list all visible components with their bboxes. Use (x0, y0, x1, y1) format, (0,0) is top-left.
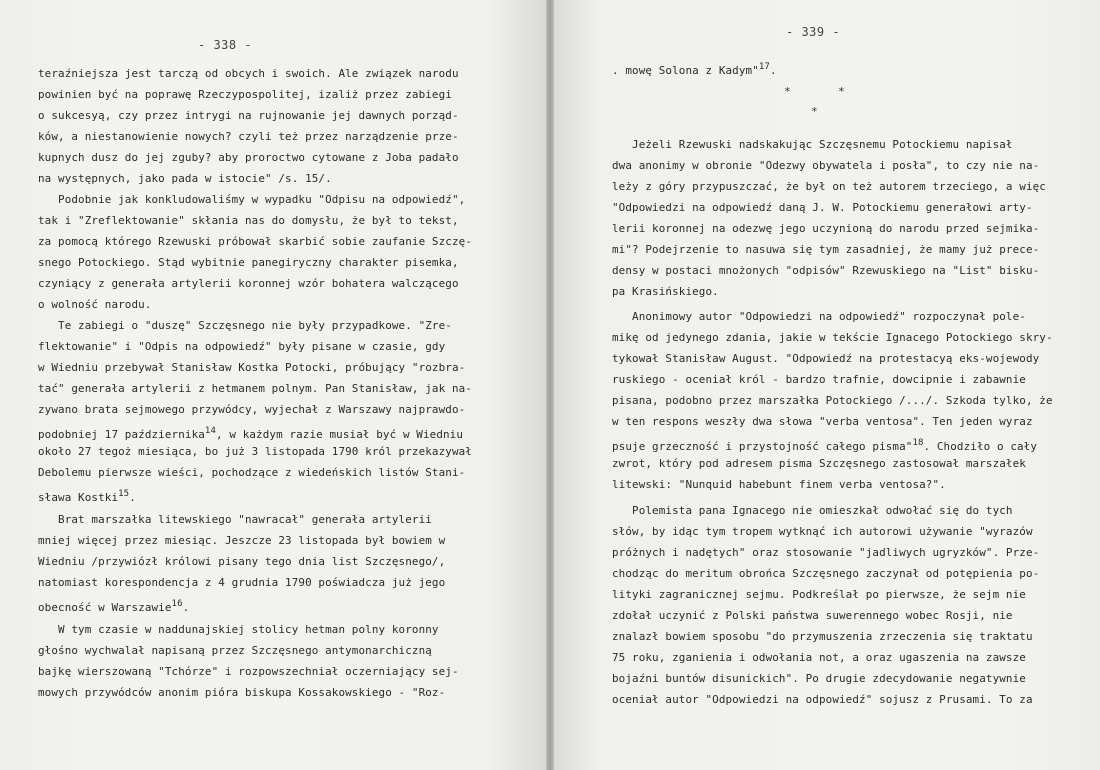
text-line: Podobnie jak konkludowaliśmy w wypadku "Odpisu na odpowiedź", (38, 193, 466, 206)
text-line: dwa anonimy w obronie "Odezwy obywatela i posła", to czy nie na- (612, 159, 1040, 172)
separator-star: * (838, 85, 845, 98)
text-line: czyniący z generała artylerii koronnej wzór bohatera walczącego (38, 277, 459, 290)
text-line: tać" generała artylerii z hetmanem polnym. Pan Stanisław, jak na- (38, 382, 472, 395)
text-line: słów, by idąc tym tropem wytknąć ich autorowi używanie "wyrazów (612, 525, 1033, 538)
text-line: w ten respons weszły dwa słowa "verba ventosa". Ten jeden wyraz (612, 415, 1033, 428)
text-line: flektowanie" i "Odpis na odpowiedź" były pisane w czasie, gdy (38, 340, 446, 353)
text-span: . (769, 64, 777, 77)
text-line: znalazł bowiem sposobu "do przymuszenia zrzeczenia się traktatu (612, 630, 1033, 643)
text-line: za pomocą którego Rzewuski próbował skarbić sobie zaufanie Szczę- (38, 235, 472, 248)
text-line: Jeżeli Rzewuski nadskakując Szczęsnemu Potockiemu napisał (612, 138, 1013, 151)
text-line (38, 597, 189, 615)
text-line: tak i "Zreflektowanie" skłania nas do domysłu, że był to tekst, (38, 214, 459, 227)
text-line: mi"? Podejrzenie to nasuwa się tym zasadniej, że mamy już prece- (612, 243, 1040, 256)
text-line: snego Potockiego. Stąd wybitnie panegiryczny charakter pisemka, (38, 256, 459, 269)
text-line: ków, a niestanowienie nowych? czyli też przez narządzenie prze- (38, 130, 459, 143)
separator-star: * (784, 85, 791, 98)
text-line: o sukcesyą, czy przez intrygi na rujnowanie jej dawnych porząd- (38, 109, 459, 122)
text-line: bojaźni buntów disunickich". Po drugie zdecydowanie negatywnie (612, 672, 1026, 685)
separator-star: * (811, 105, 818, 118)
text-line: w Wiedniu przebywał Stanisław Kostka Potocki, próbujący "rozbra- (38, 361, 466, 374)
page-number: - 339 - (786, 25, 841, 39)
text-line: oceniał autor "Odpowiedzi na odpowiedź" sojusz z Prusami. To za (612, 693, 1033, 706)
text-span: . Chodziło o cały (923, 440, 1038, 453)
right-page (554, 0, 1100, 770)
text-line: o wolność narodu. (38, 298, 152, 311)
left-page (0, 0, 546, 770)
text-line (612, 60, 777, 78)
text-line: W tym czasie w naddunajskiej stolicy hetman polny koronny (38, 623, 439, 636)
text-line: litewski: "Nunquid habebunt finem verba ventosa?". (612, 478, 946, 491)
text-line: około 27 tegoż miesiąca, bo już 3 listopada 1790 król przekazywał (38, 445, 472, 458)
text-line: teraźniejsza jest tarczą od obcych i swoich. Ale związek narodu (38, 67, 459, 80)
text-line: lerii koronnej na odezwę jego uczynioną do narodu przed sejmika- (612, 222, 1040, 235)
text-line: mikę od jedynego zdania, jakie w tekście Ignacego Potockiego skry- (612, 331, 1053, 344)
text-line: chodząc do meritum obrońca Szczęsnego zaczynał od potępienia po- (612, 567, 1040, 580)
text-line: lityki zagranicznej sejmu. Podkreślał po pierwsze, że sejm nie (612, 588, 1026, 601)
page-number: - 338 - (198, 38, 253, 52)
text-line (38, 424, 463, 442)
text-span: sława Kostki (38, 491, 119, 504)
text-line: Anonimowy autor "Odpowiedzi na odpowiedź" rozpoczynał pole- (612, 310, 1026, 323)
text-line: "Odpowiedzi na odpowiedź daną J. W. Potockiemu generałowi arty- (612, 201, 1033, 214)
text-span: podobniej 17 października (38, 428, 205, 441)
text-line: mniej więcej przez miesiąc. Jeszcze 23 listopada był bowiem w (38, 534, 446, 547)
text-line (612, 436, 1037, 454)
text-line: powinien być na poprawę Rzeczypospolitej, izaliż przez zabiegi (38, 88, 452, 101)
text-span: . mowę Solona z Kadym" (612, 64, 759, 77)
text-line: mowych przywódców anonim pióra biskupa Kossakowskiego - "Roz- (38, 686, 446, 699)
text-line: zwrot, który pod adresem pisma Szczęsnego zastosował marszałek (612, 457, 1026, 470)
text-line: Polemista pana Ignacego nie omieszkał odwołać się do tych (612, 504, 1013, 517)
text-line: tykował Stanisław August. "Odpowiedź na protestacyą eks-wojewody (612, 352, 1040, 365)
footnote-marker: 14 (204, 426, 216, 436)
text-line: Brat marszałka litewskiego "nawracał" generała artylerii (38, 513, 432, 526)
footnote-marker: 15 (118, 489, 130, 499)
text-line: pa Krasińskiego. (612, 285, 719, 298)
text-line: natomiast korespondencja z 4 grudnia 1790 poświadcza już jego (38, 576, 446, 589)
text-span: . (182, 601, 190, 614)
text-line: próżnych i nadętych" oraz stosowanie "jadliwych ugryzków". Prze- (612, 546, 1040, 559)
footnote-marker: 18 (912, 438, 924, 448)
text-line (38, 487, 136, 505)
text-line: Wiedniu /przywiózł królowi pisany tego dnia list Szczęsnego/, (38, 555, 446, 568)
text-line: leży z góry przypuszczać, że był on też autorem trzeciego, a więc (612, 180, 1046, 193)
text-line: bajkę wierszowaną "Tchórze" i rozpowszechniał oczerniający sej- (38, 665, 459, 678)
text-line: ruskiego - oceniał król - bardzo trafnie, dowcipnie i zabawnie (612, 373, 1026, 386)
text-line: 75 roku, zganienia i odwołania not, a oraz ugaszenia na zawsze (612, 651, 1026, 664)
text-span: . (129, 491, 136, 504)
footnote-marker: 17 (758, 62, 770, 72)
text-line: Debolemu pierwsze wieści, pochodzące z wiedeńskich listów Stani- (38, 466, 466, 479)
text-span: , w każdym razie musiał być w Wiedniu (216, 428, 464, 441)
text-line: zywano brata sejmowego przywódcy, wyjechał z Warszawy najprawdo- (38, 403, 466, 416)
text-line: zdołał uczynić z Polski państwa suwerennego wobec Rosji, nie (612, 609, 1013, 622)
text-line: densy w postaci mnożonych "odpisów" Rzewuskiego na "List" bisku- (612, 264, 1040, 277)
text-span: obecność w Warszawie (38, 601, 172, 614)
text-line: na występnych, jako pada w istocie" /s. 15/. (38, 172, 332, 185)
footnote-marker: 16 (171, 599, 183, 609)
text-span: psuje grzeczność i przystojność całego pisma" (612, 440, 913, 453)
text-line: kupnych dusz do jej zguby? aby proroctwo cytowane z Joba padało (38, 151, 459, 164)
text-line: głośno wychwalał napisaną przez Szczęsnego antymonarchiczną (38, 644, 432, 657)
text-line: Te zabiegi o "duszę" Szczęsnego nie były przypadkowe. "Zre- (38, 319, 452, 332)
book-gutter (546, 0, 554, 770)
text-line: pisana, podobno przez marszałka Potockiego /.../. Szkoda tylko, że (612, 394, 1053, 407)
